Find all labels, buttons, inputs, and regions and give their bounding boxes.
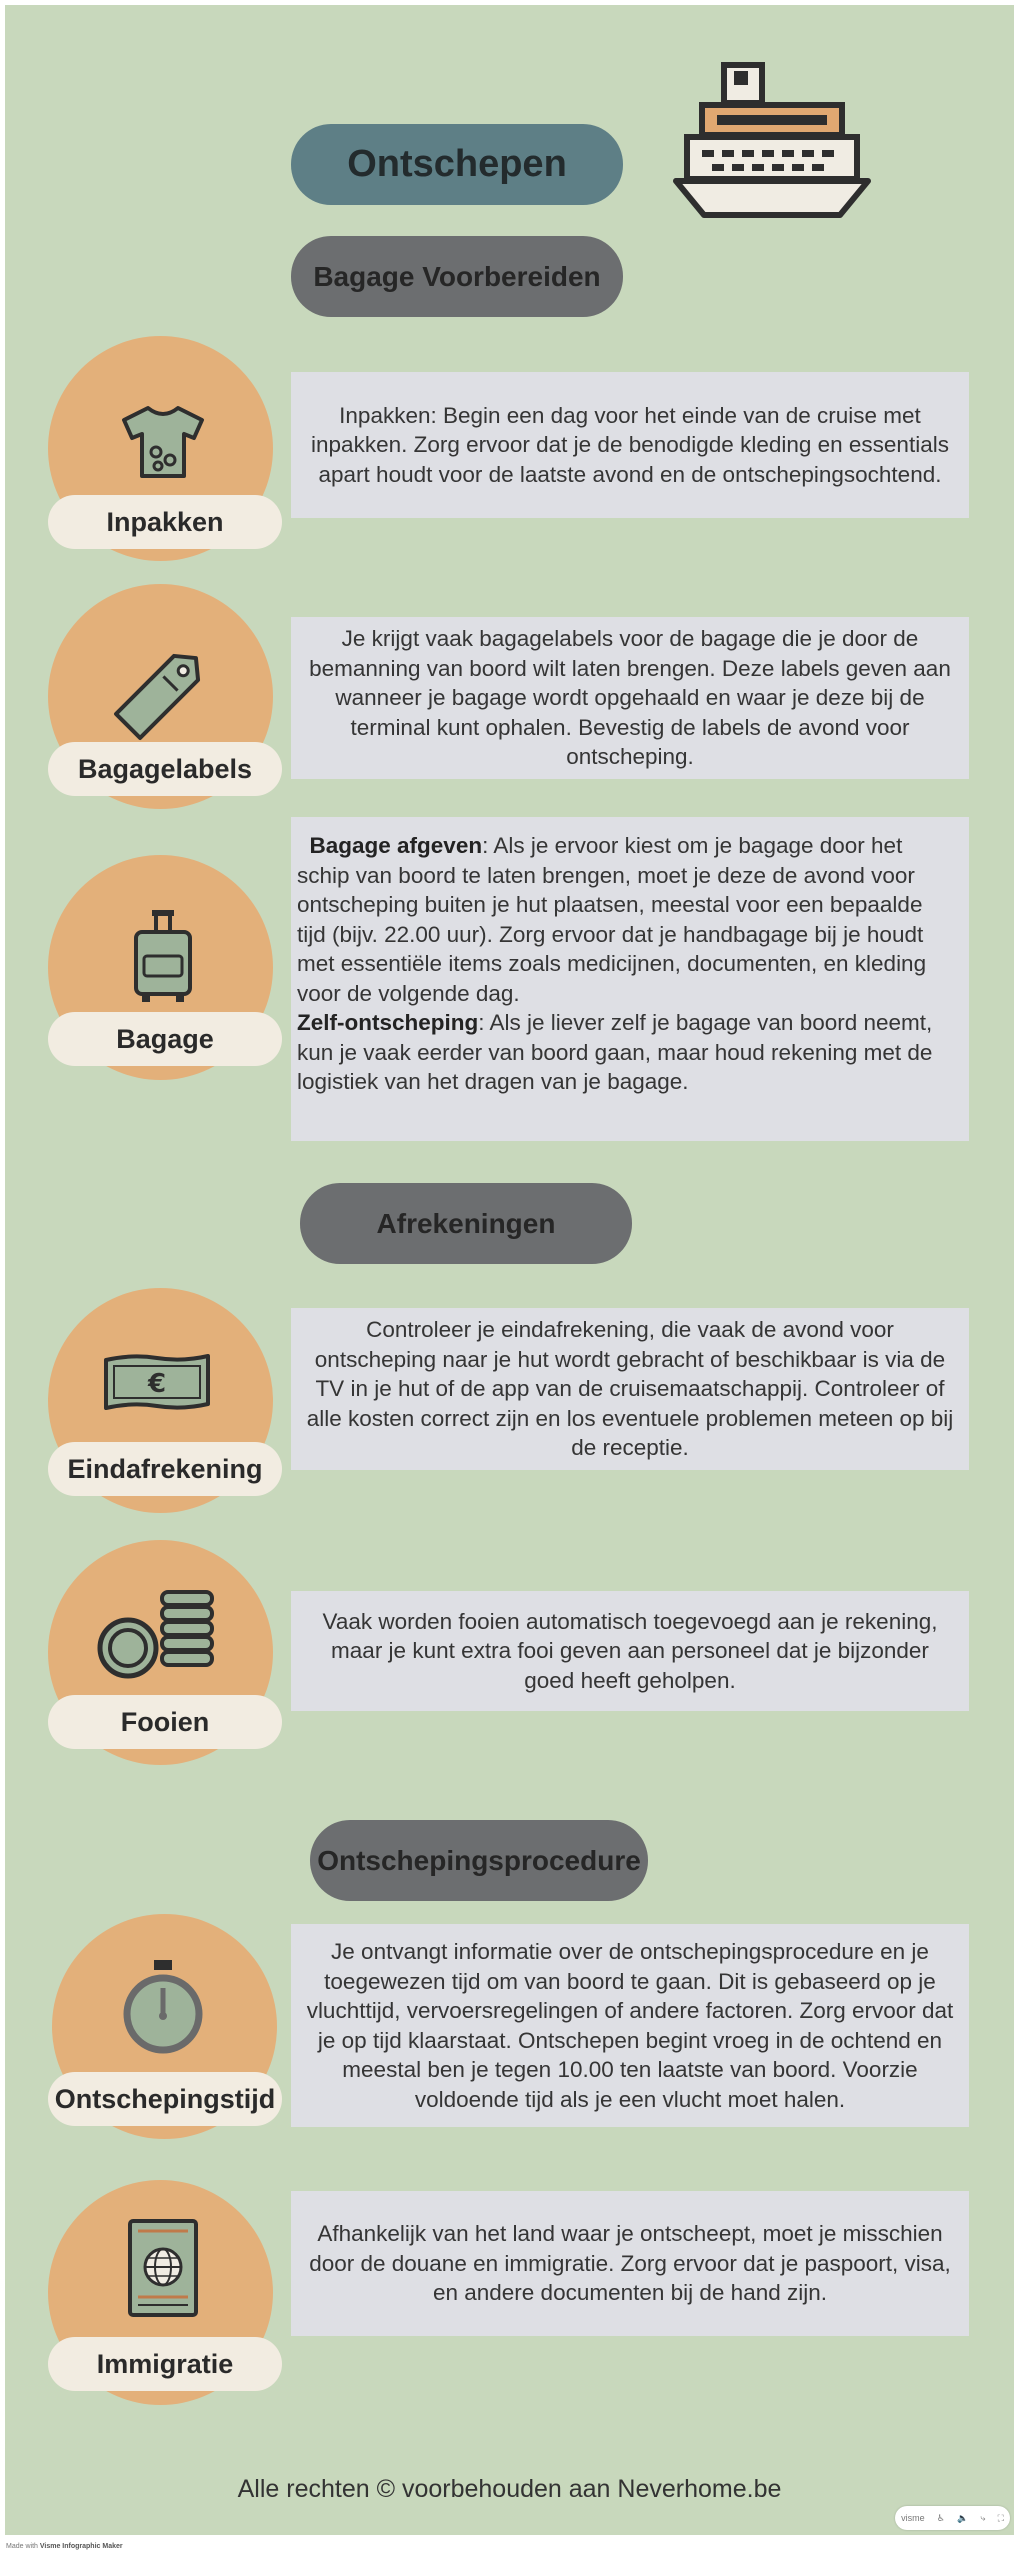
banknote-icon	[102, 1352, 212, 1412]
bagage-afgeven-title: Bagage afgeven	[309, 833, 483, 858]
stopwatch-icon	[118, 1958, 208, 2058]
tshirt-icon	[118, 402, 208, 482]
suitcase-icon	[130, 906, 196, 1006]
zelf-ontscheping-text: : Als je liever zelf je bagage van boord neemt, kun je vaak eerder van boord gaan, maar houd rekening met de logistiek van het dragen van je bagage.	[297, 1010, 933, 1094]
bagagelabels-text: Je krijgt vaak bagagelabels voor de bagage die je door de bemanning van boord wilt laten brengen. Deze labels geven aan wanneer je bagage wordt opgehaald en waar je deze bij de terminal kunt ophalen. Bevestig de labels de avond voor ontscheping.	[291, 617, 969, 779]
fullscreen-icon[interactable]: ⛶	[997, 2512, 1004, 2523]
visme-logo[interactable]: visme	[901, 2513, 925, 2523]
inpakken-text: Inpakken: Begin een dag voor het einde van de cruise met inpakken. Zorg ervoor dat je de benodigde kleding en essentials apart houdt voor de laatste avond en de ontschepingsochtend.	[291, 372, 969, 518]
bagagelabels-label: Bagagelabels	[48, 742, 282, 796]
coins-icon	[96, 1588, 221, 1683]
fooien-text: Vaak worden fooien automatisch toegevoegd aan je rekening, maar je kunt extra fooi geven aan personeel dat je bijzonder goed heeft geholpen.	[291, 1591, 969, 1711]
inpakken-label: Inpakken	[48, 495, 282, 549]
cruise-ship-icon	[672, 60, 872, 225]
sound-icon[interactable]: 🔈	[956, 2512, 969, 2523]
immigratie-text: Afhankelijk van het land waar je ontscheept, moet je misschien door de douane en immigratie. Zorg ervoor dat je paspoort, visa, en andere documenten bij de hand zijn.	[291, 2191, 969, 2336]
luggage-tag-icon	[110, 640, 215, 745]
made-with-credit[interactable]: Made with Visme Infographic Maker	[6, 2543, 123, 2550]
ontschepingstijd-text: Je ontvangt informatie over de ontschepingsprocedure en je toegewezen tijd om van boord te gaan. Dit is gebaseerd op je vluchttijd, vervoersregelingen of andere factoren. Zorg ervoor dat je op tijd klaarstaat. Ontschepen begint vroeg in de ochtend en meestal ben je tegen 10.00 ten laatste van boord. Voorzie voldoende tijd als je een vlucht moet halen.	[291, 1924, 969, 2127]
share-icon[interactable]: ⤷	[980, 2512, 986, 2523]
passport-icon	[126, 2217, 202, 2321]
section-afrekeningen: Afrekeningen	[300, 1183, 632, 1264]
eindafrekening-text: Controleer je eindafrekening, die vaak de avond voor ontscheping naar je hut wordt gebracht of beschikbaar is via de TV in je hut of de app van de cruisemaatschappij. Controleer of alle kosten correct zijn en los eventuele problemen meteen op bij de receptie.	[291, 1308, 969, 1470]
page-title: Ontschepen	[291, 124, 623, 205]
section-ontschepingsprocedure: Ontschepingsprocedure	[310, 1820, 648, 1901]
bagage-afgeven-text: : Als je ervoor kiest om je bagage door het schip van boord te laten brengen, moet je deze de avond voor ontscheping buiten je hut plaatsen, meestal voor een bepaalde tijd (bijv. 22.00 uur). Zorg ervoor dat je handbagage bij je houdt met essentiële items zoals medicijnen, documenten, en kleding voor de volgende dag.	[297, 833, 927, 1006]
eindafrekening-label: Eindafrekening	[48, 1442, 282, 1496]
immigratie-label: Immigratie	[48, 2337, 282, 2391]
section-bagage-voorbereiden: Bagage Voorbereiden	[291, 236, 623, 317]
svg-text:€: €	[147, 1369, 167, 1399]
accessibility-icon[interactable]: ♿	[936, 2512, 945, 2523]
zelf-ontscheping-title: Zelf-ontscheping	[297, 1010, 479, 1035]
copyright-footer: Alle rechten © voorbehouden aan Neverhome.be	[237, 2475, 782, 2503]
bagage-text	[291, 817, 969, 1141]
bagage-label: Bagage	[48, 1012, 282, 1066]
ontschepingstijd-label: Ontschepingstijd	[48, 2072, 282, 2126]
embed-toolbar	[895, 2506, 1010, 2530]
fooien-label: Fooien	[48, 1695, 282, 1749]
